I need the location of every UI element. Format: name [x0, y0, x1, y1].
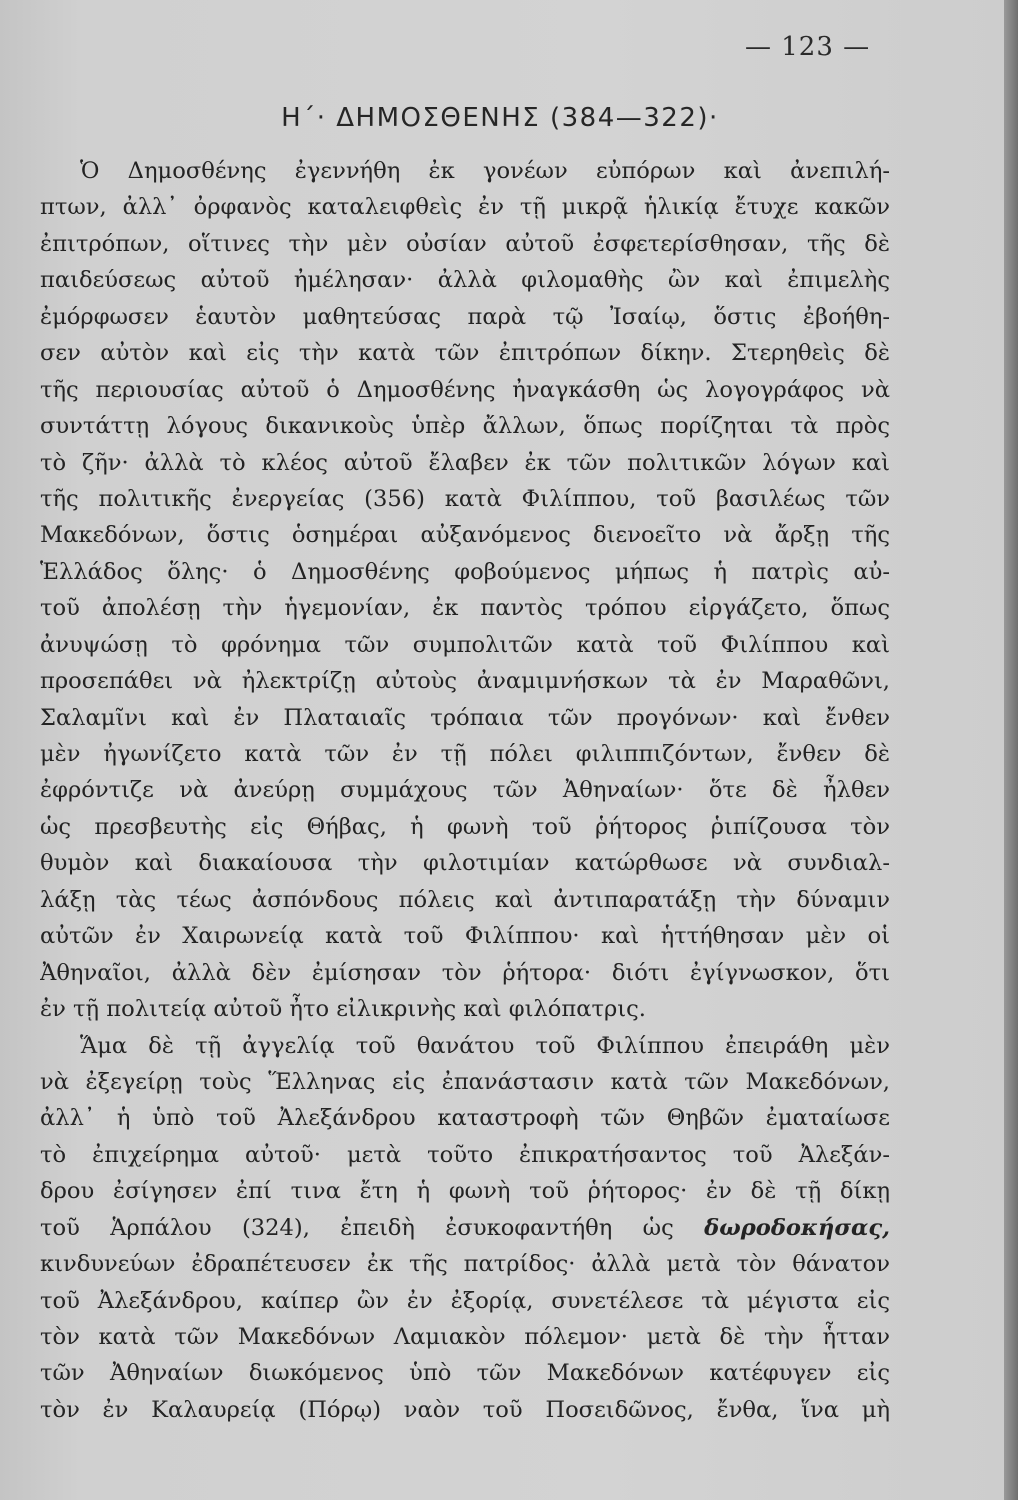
chapter-title: Η΄· ΔΗΜΟΣΘΕΝΗΣ (384—322)· — [281, 103, 719, 133]
text-line: τῶν Ἀθηναίων διωκόμενος ὑπὸ τῶν Μακεδόνων κατέφυγεν εἰς — [40, 1360, 890, 1387]
text-line: τὸν κατὰ τῶν Μακεδόνων Λαμιακὸν πόλεμον· μετὰ δὲ τὴν ἧτταν — [40, 1324, 890, 1350]
text-line: ἐφρόντιζε νὰ ἀνεύρῃ συμμάχους τῶν Ἀθηναίων· ὅτε δὲ ἦλθεν — [40, 777, 890, 804]
body-text — [40, 153, 890, 1428]
text-line: τὸ ἐπιχείρημα αὐτοῦ· μετὰ τοῦτο ἐπικρατήσαντος τοῦ Ἀλεξάν- — [40, 1141, 890, 1168]
text-line-with-emphasis — [40, 1210, 890, 1246]
text-line: τῆς περιουσίας αὐτοῦ ὁ Δημοσθένης ἠναγκάσθη ὡς λογογράφος νὰ — [40, 376, 890, 403]
text-line: ἀλλ᾽ ἡ ὑπὸ τοῦ Ἀλεξάνδρου καταστροφὴ τῶν Θηβῶν ἐματαίωσε — [40, 1105, 890, 1132]
text-line: Μακεδόνων, ὅστις ὁσημέραι αὐξανόμενος διενοεῖτο νὰ ἄρξῃ τῆς — [40, 522, 890, 549]
page-edge-shadow — [1004, 0, 1018, 1500]
text-line: κινδυνεύων ἐδραπέτευσεν ἐκ τῆς πατρίδος· ἀλλὰ μετὰ τὸν θάνατον — [40, 1251, 890, 1278]
text-line: Ἅμα δὲ τῇ ἀγγελίᾳ τοῦ θανάτου τοῦ Φιλίππου ἐπειράθη μὲν — [80, 1032, 890, 1059]
text-line: Ὁ Δημοσθένης ἐγεννήθη ἐκ γονέων εὐπόρων καὶ ἀνεπιλή- — [80, 158, 890, 184]
page-number: — 123 — — [745, 32, 871, 62]
text-line: ἐπιτρόπων, οἵτινες τὴν μὲν οὐσίαν αὐτοῦ ἐσφετερίσθησαν, τῆς δὲ — [40, 230, 890, 257]
text-fragment: τοῦ Ἁρπάλου (324), ἐπειδὴ ἐσυκοφαντήθη ὡς — [40, 1214, 674, 1241]
text-line: ὡς πρεσβευτὴς εἰς Θήβας, ἡ φωνὴ τοῦ ῥήτορος ῥιπίζουσα τὸν — [40, 813, 890, 840]
text-line: ἐμόρφωσεν ἑαυτὸν μαθητεύσας παρὰ τῷ Ἰσαίῳ, ὅστις ἐβοήθη- — [40, 303, 890, 330]
text-line: τὸ ζῆν· ἀλλὰ τὸ κλέος αὐτοῦ ἔλαβεν ἐκ τῶν πολιτικῶν λόγων καὶ — [40, 449, 890, 476]
text-line: δρου ἐσίγησεν ἐπί τινα ἔτη ἡ φωνὴ τοῦ ῥήτορος· ἐν δὲ τῇ δίκῃ — [40, 1178, 890, 1205]
text-line: μὲν ἠγωνίζετο κατὰ τῶν ἐν τῇ πόλει φιλιππιζόντων, ἔνθεν δὲ — [40, 741, 890, 767]
text-line: τῆς πολιτικῆς ἐνεργείας (356) κατὰ Φιλίππου, τοῦ βασιλέως τῶν — [40, 485, 890, 512]
text-line: νὰ ἐξεγείρῃ τοὺς Ἕλληνας εἰς ἐπανάστασιν κατὰ τῶν Μακεδόνων, — [40, 1068, 890, 1095]
text-line: ἀνυψώσῃ τὸ φρόνημα τῶν συμπολιτῶν κατὰ τοῦ Φιλίππου καὶ — [40, 631, 890, 658]
text-line: Ἑλλάδος ὅλης· ὁ Δημοσθένης φοβούμενος μήπως ἡ πατρὶς αὐ- — [40, 558, 890, 585]
text-line: αὐτῶν ἐν Χαιρωνείᾳ κατὰ τοῦ Φιλίππου· καὶ ἡττήθησαν μὲν οἱ — [40, 923, 890, 950]
text-line: θυμὸν καὶ διακαίουσα τὴν φιλοτιμίαν κατώρθωσε νὰ συνδιαλ- — [40, 850, 890, 877]
text-line: συντάττῃ λόγους δικανικοὺς ὑπὲρ ἄλλων, ὅπως πορίζηται τὰ πρὸς — [40, 413, 890, 440]
emphasized-word: δωροδοκήσας, — [704, 1214, 890, 1241]
text-line: προσεπάθει νὰ ἠλεκτρίζῃ αὐτοὺς ἀναμιμνήσκων τὰ ἐν Μαραθῶνι, — [40, 668, 890, 695]
text-line: Ἀθηναῖοι, ἀλλὰ δὲν ἐμίσησαν τὸν ῥήτορα· διότι ἐγίγνωσκον, ὅτι — [40, 959, 890, 986]
text-line: Σαλαμῖνι καὶ ἐν Πλαταιαῖς τρόπαια τῶν προγόνων· καὶ ἔνθεν — [40, 704, 890, 731]
text-line: ἐν τῇ πολιτείᾳ αὐτοῦ ἦτο εἰλικρινὴς καὶ φιλόπατρις. — [40, 996, 646, 1023]
text-line: παιδεύσεως αὐτοῦ ἠμέλησαν· ἀλλὰ φιλομαθὴς ὢν καὶ ἐπιμελὴς — [40, 267, 890, 294]
text-line: λάξῃ τὰς τέως ἀσπόνδους πόλεις καὶ ἀντιπαρατάξῃ τὴν δύναμιν — [40, 886, 890, 913]
text-line: σεν αὐτὸν καὶ εἰς τὴν κατὰ τῶν ἐπιτρόπων δίκην. Στερηθεὶς δὲ — [40, 340, 890, 367]
text-line: τοῦ ἀπολέσῃ τὴν ἡγεμονίαν, ἐκ παντὸς τρόπου εἰργάζετο, ὅπως — [40, 595, 890, 622]
text-line: πτων, ἀλλ᾽ ὀρφανὸς καταλειφθεὶς ἐν τῇ μικρᾷ ἡλικίᾳ ἔτυχε κακῶν — [40, 194, 890, 221]
text-line: τὸν ἐν Καλαυρείᾳ (Πόρῳ) ναὸν τοῦ Ποσειδῶνος, ἔνθα, ἵνα μὴ — [40, 1396, 890, 1423]
text-line: τοῦ Ἀλεξάνδρου, καίπερ ὢν ἐν ἐξορίᾳ, συνετέλεσε τὰ μέγιστα εἰς — [40, 1287, 890, 1314]
